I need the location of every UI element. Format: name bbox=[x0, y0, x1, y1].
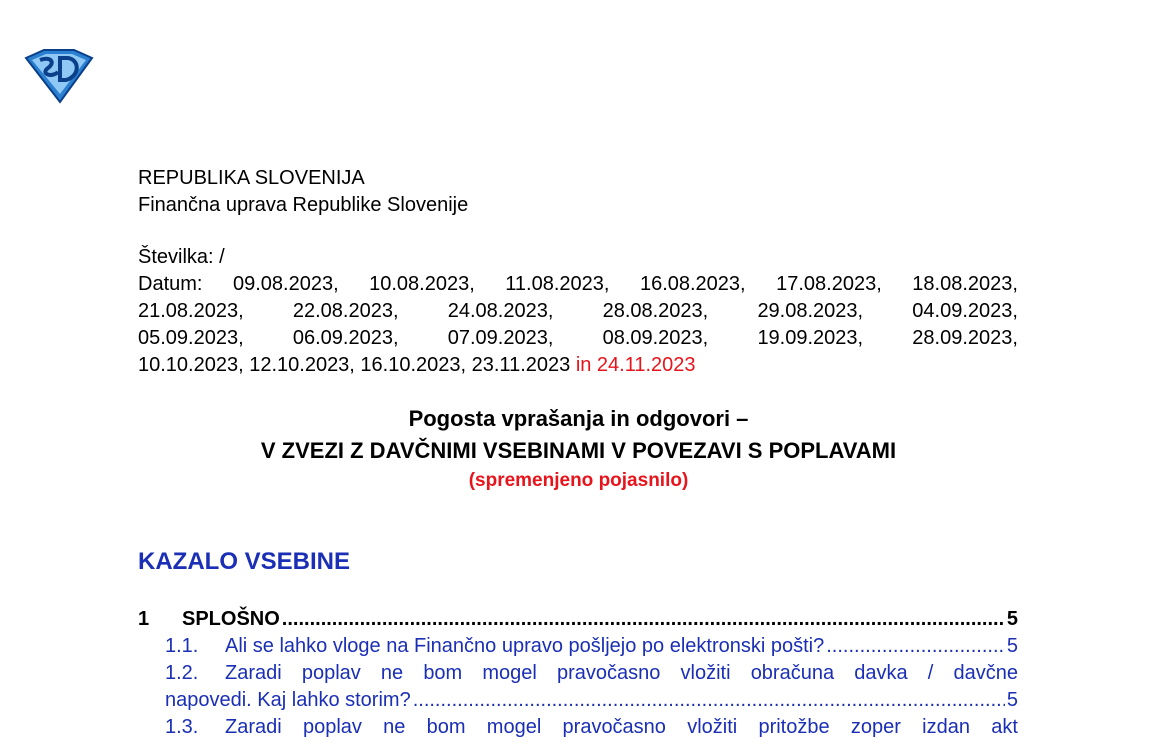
date: 07.09.2023, bbox=[447, 327, 554, 349]
date-line-3 bbox=[138, 325, 1018, 352]
word: davka bbox=[854, 662, 908, 684]
word: Zaradi bbox=[225, 716, 282, 738]
toc-item-text-line1 bbox=[225, 660, 1018, 687]
toc-item-1-1[interactable] bbox=[165, 633, 1018, 660]
word: poplav bbox=[302, 716, 362, 738]
word: vložiti bbox=[680, 662, 731, 684]
date: 19.09.2023, bbox=[757, 327, 864, 349]
toc-item-text-line1 bbox=[225, 714, 1018, 741]
date-line-4 bbox=[138, 352, 1018, 379]
word: pravočasno bbox=[562, 716, 666, 738]
toc-section-1[interactable] bbox=[138, 606, 1018, 633]
toc-item-number: 1.3. bbox=[165, 716, 199, 738]
letterhead bbox=[138, 165, 468, 219]
date: 11.08.2023, bbox=[505, 273, 610, 295]
word: davčne bbox=[953, 662, 1018, 684]
date: 18.08.2023, bbox=[912, 273, 1018, 295]
word: mogel bbox=[486, 716, 542, 738]
date-block bbox=[138, 271, 1018, 379]
date: 06.09.2023, bbox=[292, 327, 399, 349]
date-line-1 bbox=[138, 271, 1018, 298]
word: bom bbox=[423, 662, 463, 684]
revision-note: (spremenjeno pojasnilo) bbox=[468, 470, 689, 491]
word: Zaradi bbox=[225, 662, 282, 684]
date: 04.09.2023, bbox=[912, 300, 1018, 322]
word: bom bbox=[426, 716, 466, 738]
date: 09.08.2023, bbox=[232, 273, 339, 295]
date-label: Datum: bbox=[138, 273, 203, 295]
word: akt bbox=[991, 716, 1018, 738]
word: mogel bbox=[482, 662, 537, 684]
agency-name: Finančna uprava Republike Slovenije bbox=[138, 194, 469, 216]
toc-item-1-2[interactable] bbox=[165, 660, 1018, 714]
toc-section-title: SPLOŠNO bbox=[182, 608, 280, 630]
word: pravočasno bbox=[556, 662, 661, 684]
sd-diamond-logo-icon bbox=[22, 48, 96, 104]
date: 17.08.2023, bbox=[776, 273, 882, 295]
toc-item-text-line2: napovedi. Kaj lahko storim? bbox=[165, 689, 411, 711]
word: vložiti bbox=[687, 716, 738, 738]
date: 28.09.2023, bbox=[912, 327, 1018, 349]
document-number: Številka: / bbox=[138, 246, 225, 268]
toc-item-text: Ali se lahko vloge na Finančno upravo pošljejo po elektronski pošti? bbox=[225, 635, 825, 657]
toc-section-number: 1 bbox=[138, 608, 150, 630]
toc-leader bbox=[282, 606, 1005, 633]
date: 21.08.2023, bbox=[138, 300, 244, 322]
country-name: REPUBLIKA SLOVENIJA bbox=[138, 167, 365, 189]
date: 08.09.2023, bbox=[602, 327, 709, 349]
date-list: 10.10.2023, 12.10.2023, 16.10.2023, 23.11.2023 bbox=[138, 354, 571, 376]
date: 24.08.2023, bbox=[447, 300, 554, 322]
toc-leader bbox=[413, 687, 1005, 714]
date: 28.08.2023, bbox=[602, 300, 709, 322]
date: 10.08.2023, bbox=[369, 273, 475, 295]
date-line-2 bbox=[138, 298, 1018, 325]
revision-date: in 24.11.2023 bbox=[575, 354, 696, 376]
word: ne bbox=[383, 716, 406, 738]
toc-item-1-3[interactable] bbox=[165, 714, 1018, 741]
word: poplav bbox=[301, 662, 361, 684]
title-line-1: Pogosta vprašanja in odgovori – bbox=[408, 406, 749, 431]
title-line-2: V ZVEZI Z DAVČNIMI VSEBINAMI V POVEZAVI S POPLAVAMI bbox=[260, 438, 897, 463]
toc-leader bbox=[826, 633, 1005, 660]
toc-heading: KAZALO VSEBINE bbox=[138, 548, 351, 575]
word: izdan bbox=[922, 716, 970, 738]
toc-item-page: 5 bbox=[1006, 635, 1018, 657]
word: obračuna bbox=[750, 662, 835, 684]
date: 16.08.2023, bbox=[639, 273, 746, 295]
word: zoper bbox=[850, 716, 901, 738]
toc-item-page: 5 bbox=[1006, 689, 1018, 711]
toc-section-page: 5 bbox=[1006, 608, 1018, 630]
date: 05.09.2023, bbox=[138, 327, 244, 349]
word: / bbox=[927, 662, 934, 684]
toc-item-number: 1.1. bbox=[165, 635, 199, 657]
date: 29.08.2023, bbox=[757, 300, 864, 322]
word: pritožbe bbox=[758, 716, 830, 738]
word: ne bbox=[380, 662, 404, 684]
toc-item-number: 1.2. bbox=[165, 662, 199, 684]
date: 22.08.2023, bbox=[292, 300, 399, 322]
